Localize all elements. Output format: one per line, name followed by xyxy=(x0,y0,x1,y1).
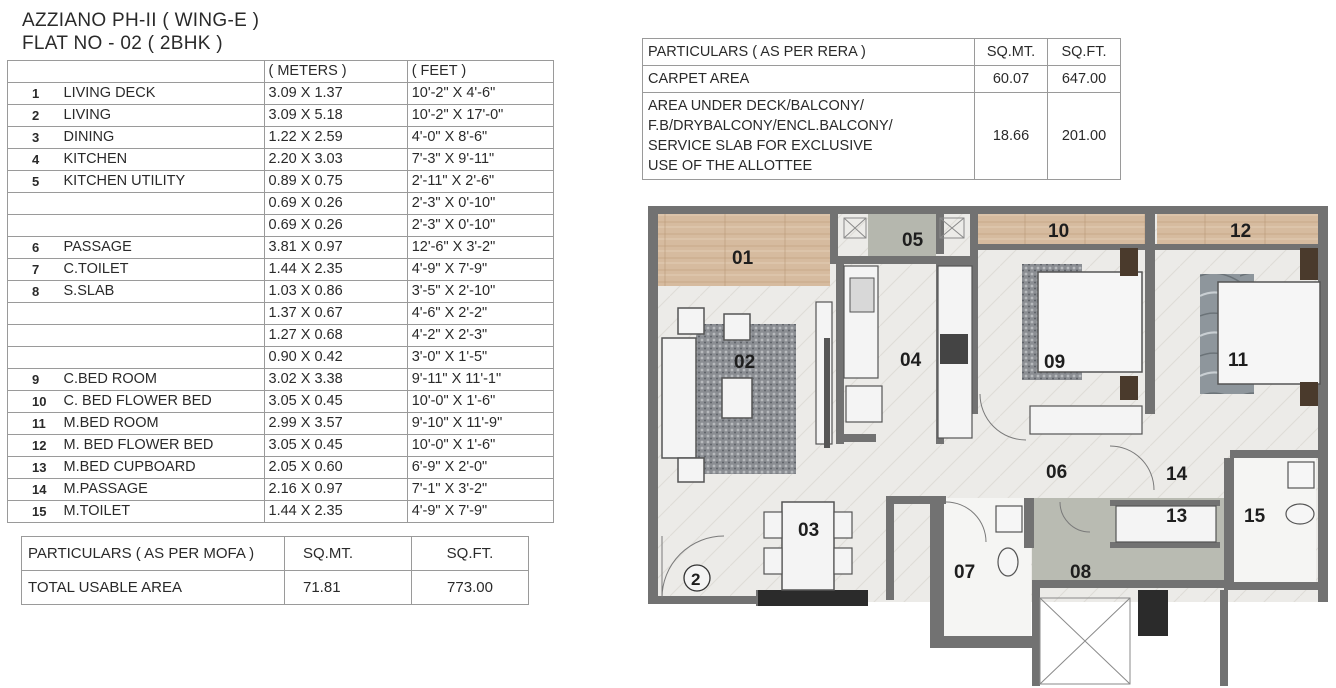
duct xyxy=(1138,590,1168,636)
room-label-06: 06 xyxy=(1046,462,1068,483)
deck-area-sqmt: 18.66 xyxy=(975,93,1048,180)
mofa-particulars-header: PARTICULARS ( AS PER MOFA ) xyxy=(22,537,285,571)
room-feet: 10'-0" X 1'-6" xyxy=(407,391,553,413)
room-feet: 3'-5" X 2'-10" xyxy=(407,281,553,303)
table-row xyxy=(8,215,554,237)
rera-sqft-header: SQ.FT. xyxy=(1048,39,1121,66)
room-feet: 7'-1" X 3'-2" xyxy=(407,479,553,501)
room-meters: 2.16 X 0.97 xyxy=(264,479,407,501)
room-feet: 4'-9" X 7'-9" xyxy=(407,259,553,281)
table-row xyxy=(643,93,1121,180)
room-label-01: 01 xyxy=(732,248,754,269)
room-feet: 4'-6" X 2'-2" xyxy=(407,303,553,325)
room-number: 6 xyxy=(8,237,60,259)
deck-area-line: F.B/DRYBALCONY/ENCL.BALCONY/ xyxy=(648,118,893,134)
entrance-threshold xyxy=(758,590,868,606)
room-name: C. BED FLOWER BED xyxy=(60,391,264,413)
table-row xyxy=(22,571,529,605)
table-row xyxy=(8,303,554,325)
room-number: 10 xyxy=(8,391,60,413)
room-meters: 3.81 X 0.97 xyxy=(264,237,407,259)
room-number: 5 xyxy=(8,171,60,193)
deck-area-line: SERVICE SLAB FOR EXCLUSIVE xyxy=(648,138,873,154)
deck-area-sqft: 201.00 xyxy=(1048,93,1121,180)
table-row xyxy=(8,127,554,149)
room-number: 7 xyxy=(8,259,60,281)
room-meters: 1.27 X 0.68 xyxy=(264,325,407,347)
bedroom-09-furniture xyxy=(1022,248,1142,434)
room-meters: 0.69 X 0.26 xyxy=(264,193,407,215)
table-row xyxy=(8,501,554,523)
mofa-sqmt: 71.81 xyxy=(285,571,412,605)
room-name: PASSAGE xyxy=(60,237,264,259)
room-name: S.SLAB xyxy=(60,281,264,303)
table-row xyxy=(643,66,1121,93)
room-meters: 3.02 X 3.38 xyxy=(264,369,407,391)
table-row xyxy=(8,83,554,105)
room-number: 9 xyxy=(8,369,60,391)
table-row xyxy=(8,193,554,215)
room-number: 15 xyxy=(8,501,60,523)
room-name xyxy=(60,193,264,215)
room-number: 12 xyxy=(8,435,60,457)
room-name xyxy=(60,325,264,347)
table-row xyxy=(8,413,554,435)
room-feet: 10'-0" X 1'-6" xyxy=(407,435,553,457)
room-name xyxy=(60,347,264,369)
room-meters: 3.09 X 5.18 xyxy=(264,105,407,127)
room-feet: 10'-2" X 17'-0" xyxy=(407,105,553,127)
mofa-sqft: 773.00 xyxy=(412,571,529,605)
room-number xyxy=(8,303,60,325)
room-number xyxy=(8,347,60,369)
room-feet: 9'-10" X 11'-9" xyxy=(407,413,553,435)
table-row xyxy=(8,237,554,259)
room-dimensions-table xyxy=(7,60,554,523)
plan-title: AZZIANO PH-II ( WING-E ) xyxy=(22,10,260,31)
rera-area-table xyxy=(642,38,1121,180)
room-feet: 7'-3" X 9'-11" xyxy=(407,149,553,171)
table-row xyxy=(8,281,554,303)
room-feet: 9'-11" X 11'-1" xyxy=(407,369,553,391)
deck-area-line: AREA UNDER DECK/BALCONY/ xyxy=(648,98,864,114)
room-number: 11 xyxy=(8,413,60,435)
room-feet: 4'-9" X 7'-9" xyxy=(407,501,553,523)
floor-plan xyxy=(640,206,1336,688)
room-name: KITCHEN xyxy=(60,149,264,171)
room-name xyxy=(60,215,264,237)
room-label-11: 11 xyxy=(1228,350,1249,371)
room-label-07: 07 xyxy=(954,562,976,583)
carpet-area-sqft: 647.00 xyxy=(1048,66,1121,93)
room-label-08: 08 xyxy=(1070,562,1092,583)
rera-sqmt-header: SQ.MT. xyxy=(975,39,1048,66)
mofa-sqmt-header: SQ.MT. xyxy=(285,537,412,571)
carpet-area-label: CARPET AREA xyxy=(643,66,975,93)
room-label-05: 05 xyxy=(902,230,924,251)
deck-area-line: USE OF THE ALLOTTEE xyxy=(648,158,813,174)
room-name: LIVING xyxy=(60,105,264,127)
table-row xyxy=(8,369,554,391)
table-row xyxy=(8,347,554,369)
room-meters: 2.05 X 0.60 xyxy=(264,457,407,479)
room-meters: 0.89 X 0.75 xyxy=(264,171,407,193)
room-feet: 6'-9" X 2'-0" xyxy=(407,457,553,479)
room-feet: 2'-11" X 2'-6" xyxy=(407,171,553,193)
table-row xyxy=(8,391,554,413)
table-header-row xyxy=(22,537,529,571)
room-name: KITCHEN UTILITY xyxy=(60,171,264,193)
room-number: 4 xyxy=(8,149,60,171)
room-feet: 12'-6" X 3'-2" xyxy=(407,237,553,259)
room-label-02: 02 xyxy=(734,352,756,373)
room-name: M.PASSAGE xyxy=(60,479,264,501)
room-name: M.TOILET xyxy=(60,501,264,523)
room-feet: 4'-2" X 2'-3" xyxy=(407,325,553,347)
room-number xyxy=(8,325,60,347)
room-name: DINING xyxy=(60,127,264,149)
room-meters: 3.05 X 0.45 xyxy=(264,391,407,413)
mofa-area-table xyxy=(21,536,529,605)
table-header-row xyxy=(643,39,1121,66)
room-label-10: 10 xyxy=(1048,221,1070,242)
table-row xyxy=(8,171,554,193)
room-meters: 3.09 X 1.37 xyxy=(264,83,407,105)
room-meters: 1.22 X 2.59 xyxy=(264,127,407,149)
table-row xyxy=(8,105,554,127)
room-name: M. BED FLOWER BED xyxy=(60,435,264,457)
room-number: 8 xyxy=(8,281,60,303)
room-number xyxy=(8,193,60,215)
room-feet: 2'-3" X 0'-10" xyxy=(407,215,553,237)
room-meters: 0.90 X 0.42 xyxy=(264,347,407,369)
table-row xyxy=(8,325,554,347)
room-meters: 3.05 X 0.45 xyxy=(264,435,407,457)
deck-area-label xyxy=(643,93,975,180)
room-number: 3 xyxy=(8,127,60,149)
room-meters: 1.37 X 0.67 xyxy=(264,303,407,325)
room-name: LIVING DECK xyxy=(60,83,264,105)
room-label-03: 03 xyxy=(798,520,820,541)
feet-column-header: ( FEET ) xyxy=(407,61,553,83)
table-row xyxy=(8,149,554,171)
room-label-04: 04 xyxy=(900,350,922,371)
room-name xyxy=(60,303,264,325)
room-meters: 1.44 X 2.35 xyxy=(264,501,407,523)
room-number: 13 xyxy=(8,457,60,479)
room-feet: 4'-0" X 8'-6" xyxy=(407,127,553,149)
rera-particulars-header: PARTICULARS ( AS PER RERA ) xyxy=(643,39,975,66)
room-number xyxy=(8,215,60,237)
table-row xyxy=(8,435,554,457)
room-meters: 1.03 X 0.86 xyxy=(264,281,407,303)
room-label-14: 14 xyxy=(1166,464,1188,485)
room-name: M.BED ROOM xyxy=(60,413,264,435)
table-row xyxy=(8,457,554,479)
room-feet: 10'-2" X 4'-6" xyxy=(407,83,553,105)
mofa-particulars: TOTAL USABLE AREA xyxy=(22,571,285,605)
room-label-13: 13 xyxy=(1166,506,1188,527)
entry-marker-label: 2 xyxy=(691,570,701,589)
room-meters: 0.69 X 0.26 xyxy=(264,215,407,237)
room-meters: 2.20 X 3.03 xyxy=(264,149,407,171)
room-feet: 2'-3" X 0'-10" xyxy=(407,193,553,215)
room-name: M.BED CUPBOARD xyxy=(60,457,264,479)
room-label-09: 09 xyxy=(1044,352,1066,373)
room-feet: 3'-0" X 1'-5" xyxy=(407,347,553,369)
room-number: 2 xyxy=(8,105,60,127)
room-label-12: 12 xyxy=(1230,221,1252,242)
flat-number: FLAT NO - 02 ( 2BHK ) xyxy=(22,33,223,54)
mofa-sqft-header: SQ.FT. xyxy=(412,537,529,571)
room-number: 14 xyxy=(8,479,60,501)
room-name: C.BED ROOM xyxy=(60,369,264,391)
room-name: C.TOILET xyxy=(60,259,264,281)
room-meters: 1.44 X 2.35 xyxy=(264,259,407,281)
room-label-15: 15 xyxy=(1244,506,1266,527)
table-row xyxy=(8,259,554,281)
table-header-row xyxy=(8,61,554,83)
meters-column-header: ( METERS ) xyxy=(264,61,407,83)
room-meters: 2.99 X 3.57 xyxy=(264,413,407,435)
room-number: 1 xyxy=(8,83,60,105)
table-row xyxy=(8,479,554,501)
carpet-area-sqmt: 60.07 xyxy=(975,66,1048,93)
